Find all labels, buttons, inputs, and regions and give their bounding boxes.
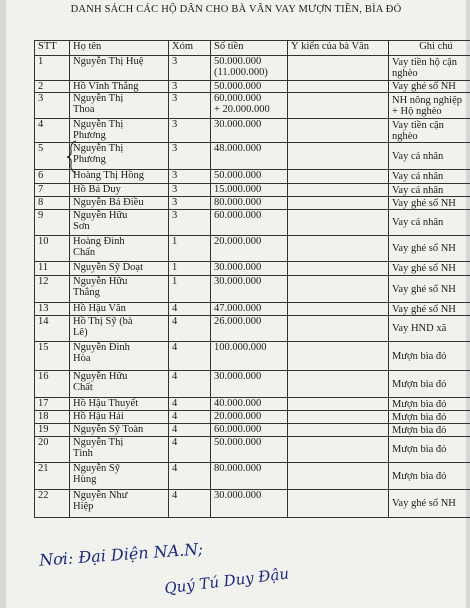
cell-opinion bbox=[288, 276, 389, 303]
column-header-opinion: Ý kiến của bà Vân bbox=[288, 41, 389, 56]
cell-note-line: Vay ghé sổ NH bbox=[392, 283, 456, 295]
cell-xom: 3 bbox=[169, 93, 211, 119]
cell-xom: 3 bbox=[169, 170, 211, 184]
cell-name-line: Nguyễn Thị Huệ bbox=[73, 56, 144, 67]
cell-name-line: Phương bbox=[73, 154, 106, 165]
cell-name bbox=[70, 81, 169, 93]
cell-note-line: Mượn bìa đỏ bbox=[392, 424, 447, 436]
cell-xom: 3 bbox=[169, 56, 211, 81]
cell-stt: 21 bbox=[35, 463, 70, 490]
cell-opinion bbox=[288, 342, 389, 371]
cell-name bbox=[70, 371, 169, 398]
cell-name-line: Hiệp bbox=[73, 501, 94, 512]
cell-opinion bbox=[288, 184, 389, 197]
table-row bbox=[35, 170, 470, 184]
cell-stt: 13 bbox=[35, 303, 70, 316]
cell-note bbox=[389, 184, 470, 197]
cell-stt: 6 bbox=[35, 170, 70, 184]
cell-opinion bbox=[288, 371, 389, 398]
cell-note bbox=[389, 371, 470, 398]
cell-xom: 4 bbox=[169, 424, 211, 437]
cell-xom: 4 bbox=[169, 437, 211, 463]
cell-amount-line: 30.000.000 bbox=[214, 262, 262, 273]
cell-name bbox=[70, 424, 169, 437]
cell-amount-line: 48.000.000 bbox=[214, 143, 262, 154]
cell-note bbox=[389, 81, 470, 93]
cell-note-line: Mượn bìa đỏ bbox=[392, 378, 447, 390]
cell-note-line: Vay ghé sổ NH bbox=[392, 243, 456, 254]
cell-stt: 8 bbox=[35, 197, 70, 210]
cell-name-line: Nguyễn Thị bbox=[73, 93, 124, 104]
cell-stt: 4 bbox=[35, 119, 70, 143]
cell-name bbox=[70, 316, 169, 342]
cell-xom: 3 bbox=[169, 210, 211, 236]
table-row bbox=[35, 398, 470, 411]
table-row bbox=[35, 81, 470, 93]
cell-note-line: Mượn bìa đỏ bbox=[392, 350, 447, 362]
cell-amount-line: 30.000.000 bbox=[214, 276, 262, 287]
cell-amount-line: 50.000.000 bbox=[214, 170, 262, 181]
table-body bbox=[35, 56, 470, 518]
cell-note bbox=[389, 437, 470, 463]
cell-xom: 3 bbox=[169, 81, 211, 93]
cell-opinion bbox=[288, 437, 389, 463]
cell-amount-line: 20.000.000 bbox=[214, 236, 262, 247]
cell-amount bbox=[211, 119, 288, 143]
cell-amount bbox=[211, 262, 288, 276]
handwritten-note: Nơi: Đại Diện NA.N; bbox=[38, 539, 204, 570]
cell-name-line: Nguyễn Sỹ Toàn bbox=[73, 424, 144, 435]
household-table bbox=[34, 40, 470, 518]
cell-amount bbox=[211, 316, 288, 342]
cell-note bbox=[389, 342, 470, 371]
cell-amount-line: 30.000.000 bbox=[214, 119, 262, 130]
cell-name bbox=[70, 170, 169, 184]
cell-note-line: Mượn bìa đỏ bbox=[392, 470, 447, 482]
cell-name-line: Tình bbox=[73, 448, 93, 459]
cell-name-line: Nguyễn Bá Điều bbox=[73, 197, 144, 208]
cell-amount-line: 80.000.000 bbox=[214, 463, 262, 474]
cell-amount bbox=[211, 184, 288, 197]
cell-note bbox=[389, 316, 470, 342]
cell-name bbox=[70, 463, 169, 490]
cell-stt: 17 bbox=[35, 398, 70, 411]
cell-name-line: Nguyễn Hữu bbox=[73, 371, 128, 382]
cell-xom: 1 bbox=[169, 236, 211, 262]
cell-name-line: Hồ Bá Duy bbox=[73, 184, 121, 195]
cell-amount-line: 26.000.000 bbox=[214, 316, 262, 327]
cell-xom: 3 bbox=[169, 119, 211, 143]
cell-name bbox=[70, 143, 169, 170]
cell-note-line: Vay cá nhân bbox=[392, 171, 444, 182]
table-row bbox=[35, 437, 470, 463]
column-header-amount: Số tiền bbox=[211, 41, 288, 56]
table-row bbox=[35, 303, 470, 316]
column-header-xom: Xóm bbox=[169, 41, 211, 56]
cell-amount bbox=[211, 143, 288, 170]
cell-amount bbox=[211, 170, 288, 184]
cell-opinion bbox=[288, 236, 389, 262]
table-row bbox=[35, 316, 470, 342]
cell-stt: 16 bbox=[35, 371, 70, 398]
cell-note-line: Vay ghé sổ NH bbox=[392, 263, 456, 274]
cell-xom: 4 bbox=[169, 398, 211, 411]
cell-name-line: Nguyễn Thị bbox=[73, 119, 124, 130]
cell-note-line: Mượn bìa đỏ bbox=[392, 411, 447, 423]
cell-amount bbox=[211, 398, 288, 411]
cell-note-line: Vay cá nhân bbox=[392, 184, 444, 196]
cell-opinion bbox=[288, 170, 389, 184]
cell-opinion bbox=[288, 56, 389, 81]
cell-note bbox=[389, 398, 470, 411]
cell-stt: 2 bbox=[35, 81, 70, 93]
cell-name-line: Nguyễn Đình bbox=[73, 342, 130, 353]
cell-stt: 11 bbox=[35, 262, 70, 276]
cell-note-line: Vay ghé sổ NH bbox=[392, 197, 456, 209]
cell-note-line: Vay ghé sổ NH bbox=[392, 81, 456, 92]
cell-note-line: nghèo bbox=[392, 68, 418, 79]
cell-name bbox=[70, 276, 169, 303]
cell-name bbox=[70, 93, 169, 119]
cell-name-line: Hồ Thị Sỹ (bà bbox=[73, 316, 133, 327]
cell-amount bbox=[211, 463, 288, 490]
cell-stt: 14 bbox=[35, 316, 70, 342]
cell-xom: 1 bbox=[169, 276, 211, 303]
cell-xom: 4 bbox=[169, 463, 211, 490]
cell-amount bbox=[211, 437, 288, 463]
cell-note bbox=[389, 210, 470, 236]
cell-name bbox=[70, 398, 169, 411]
cell-opinion bbox=[288, 93, 389, 119]
cell-xom: 3 bbox=[169, 197, 211, 210]
cell-name bbox=[70, 197, 169, 210]
cell-name-line: Nguyễn Thị bbox=[73, 437, 124, 448]
table-row bbox=[35, 119, 470, 143]
cell-name bbox=[70, 437, 169, 463]
cell-name-line: Hoàng Đình bbox=[73, 236, 125, 247]
cell-note bbox=[389, 170, 470, 184]
column-header-note: Ghi chú bbox=[389, 41, 470, 56]
cell-xom: 3 bbox=[169, 184, 211, 197]
cell-opinion bbox=[288, 424, 389, 437]
cell-amount bbox=[211, 56, 288, 81]
cell-note-line: Vay ghé sổ NH bbox=[392, 303, 456, 315]
cell-stt: 3 bbox=[35, 93, 70, 119]
cell-name-line: Chất bbox=[73, 382, 93, 393]
table-row bbox=[35, 463, 470, 490]
cell-name-line: Hồ Hậu Hải bbox=[73, 411, 124, 422]
cell-name-line: Nguyễn Sỹ Doạt bbox=[73, 262, 143, 273]
cell-opinion bbox=[288, 398, 389, 411]
cell-note bbox=[389, 303, 470, 316]
cell-note bbox=[389, 424, 470, 437]
cell-name-line: Phương bbox=[73, 130, 106, 141]
cell-amount-line: 60.000.000 bbox=[214, 424, 262, 435]
table-row bbox=[35, 424, 470, 437]
cell-note bbox=[389, 276, 470, 303]
cell-xom: 4 bbox=[169, 411, 211, 424]
cell-amount-line: 15.000.000 bbox=[214, 184, 262, 195]
cell-amount-line: 47.000.000 bbox=[214, 303, 262, 314]
cell-name bbox=[70, 210, 169, 236]
cell-note bbox=[389, 262, 470, 276]
cell-name-line: Nguyễn Như bbox=[73, 490, 128, 501]
table-row bbox=[35, 93, 470, 119]
table-row bbox=[35, 371, 470, 398]
cell-name-line: Lê) bbox=[73, 327, 88, 338]
cell-amount bbox=[211, 371, 288, 398]
cell-stt: 7 bbox=[35, 184, 70, 197]
cell-note-line: Vay ghé sổ NH bbox=[392, 498, 456, 509]
cell-name bbox=[70, 262, 169, 276]
handwritten-signature: Quý Tú Duy Đậu bbox=[163, 564, 290, 598]
cell-name bbox=[70, 184, 169, 197]
cell-note bbox=[389, 197, 470, 210]
document-page bbox=[6, 0, 466, 608]
column-header-name: Họ tên bbox=[70, 41, 169, 56]
cell-note-line: Vay cá nhân bbox=[392, 150, 444, 162]
cell-amount-line: 100.000.000 bbox=[214, 342, 267, 353]
cell-xom: 4 bbox=[169, 371, 211, 398]
cell-xom: 4 bbox=[169, 342, 211, 371]
cell-note-line: Vay cá nhân bbox=[392, 217, 444, 228]
cell-amount bbox=[211, 411, 288, 424]
cell-note-line: nghèo bbox=[392, 130, 418, 142]
cell-amount-line: 30.000.000 bbox=[214, 490, 262, 501]
cell-amount bbox=[211, 303, 288, 316]
cell-note-line: Mượn bìa đỏ bbox=[392, 444, 447, 455]
cell-note-line: Vay tiền hộ cận bbox=[392, 57, 458, 68]
cell-note bbox=[389, 119, 470, 143]
cell-name bbox=[70, 119, 169, 143]
cell-xom: 3 bbox=[169, 143, 211, 170]
cell-name bbox=[70, 490, 169, 518]
cell-amount-line: 50.000.000 bbox=[214, 56, 262, 67]
cell-xom: 1 bbox=[169, 262, 211, 276]
cell-amount bbox=[211, 236, 288, 262]
cell-amount bbox=[211, 210, 288, 236]
cell-amount bbox=[211, 276, 288, 303]
cell-amount-line: 60.000.000 bbox=[214, 210, 262, 221]
cell-name-line: Nguyễn Hữu bbox=[73, 210, 128, 221]
table-row bbox=[35, 210, 470, 236]
cell-amount-line: + 20.000.000 bbox=[214, 104, 270, 115]
table-row bbox=[35, 342, 470, 371]
cell-note-line: Mượn bìa đỏ bbox=[392, 398, 447, 410]
cell-xom: 4 bbox=[169, 303, 211, 316]
table-row bbox=[35, 411, 470, 424]
cell-opinion bbox=[288, 197, 389, 210]
table-row bbox=[35, 276, 470, 303]
cell-note bbox=[389, 463, 470, 490]
table-row bbox=[35, 184, 470, 197]
cell-note bbox=[389, 411, 470, 424]
table-row bbox=[35, 197, 470, 210]
cell-amount bbox=[211, 81, 288, 93]
cell-amount-line: 50.000.000 bbox=[214, 81, 262, 92]
cell-name-line: Hồ Vĩnh Thắng bbox=[73, 81, 139, 92]
cell-stt: 19 bbox=[35, 424, 70, 437]
cell-stt: 5 bbox=[35, 143, 70, 170]
cell-note bbox=[389, 236, 470, 262]
cell-note-line: NH nông nghiệp bbox=[392, 94, 462, 106]
cell-amount-line: 50.000.000 bbox=[214, 437, 262, 448]
cell-amount-line: (11.000.000) bbox=[214, 67, 268, 78]
cell-opinion bbox=[288, 490, 389, 518]
cell-amount-line: 20.000.000 bbox=[214, 411, 262, 422]
cell-name bbox=[70, 303, 169, 316]
cell-opinion bbox=[288, 143, 389, 170]
cell-name-line: Nguyễn Thị bbox=[73, 143, 124, 154]
table-header-row bbox=[35, 41, 470, 56]
cell-name-line: Hoàng Thị Hồng bbox=[73, 170, 144, 181]
cell-name-line: Nguyễn Sỹ bbox=[73, 463, 120, 474]
cell-opinion bbox=[288, 316, 389, 342]
cell-stt: 12 bbox=[35, 276, 70, 303]
cell-amount-line: 60.000.000 bbox=[214, 93, 262, 104]
document-title: DANH SÁCH CÁC HỘ DÂN CHO BÀ VÂN VAY MƯỢN TIỀN, BÌA ĐỎ bbox=[70, 4, 402, 15]
cell-opinion bbox=[288, 81, 389, 93]
cell-name-line: Nguyễn Hữu bbox=[73, 276, 128, 287]
cell-note-line: Vay HND xã bbox=[392, 323, 447, 334]
cell-opinion bbox=[288, 210, 389, 236]
cell-xom: 4 bbox=[169, 316, 211, 342]
cell-opinion bbox=[288, 303, 389, 316]
table-row bbox=[35, 262, 470, 276]
cell-amount bbox=[211, 93, 288, 119]
cell-name bbox=[70, 236, 169, 262]
cell-note bbox=[389, 56, 470, 81]
cell-name bbox=[70, 411, 169, 424]
cell-name-line: Thắng bbox=[73, 287, 100, 298]
cell-name-line: Thoa bbox=[73, 104, 95, 115]
cell-note bbox=[389, 143, 470, 170]
cell-amount bbox=[211, 424, 288, 437]
cell-opinion bbox=[288, 119, 389, 143]
cell-stt: 18 bbox=[35, 411, 70, 424]
cell-amount bbox=[211, 197, 288, 210]
table-row bbox=[35, 236, 470, 262]
cell-name-line: Hùng bbox=[73, 474, 97, 485]
cell-name-line: Sơn bbox=[73, 221, 90, 232]
cell-xom: 4 bbox=[169, 490, 211, 518]
cell-note bbox=[389, 490, 470, 518]
cell-stt: 22 bbox=[35, 490, 70, 518]
table-row bbox=[35, 56, 470, 81]
cell-amount-line: 40.000.000 bbox=[214, 398, 262, 409]
cell-opinion bbox=[288, 262, 389, 276]
cell-stt: 15 bbox=[35, 342, 70, 371]
column-header-stt: STT bbox=[35, 41, 70, 56]
cell-note-line: + Hộ nghèo bbox=[392, 105, 442, 117]
cell-amount-line: 80.000.000 bbox=[214, 197, 262, 208]
cell-stt: 1 bbox=[35, 56, 70, 81]
bracket-mark bbox=[66, 140, 78, 174]
cell-amount-line: 30.000.000 bbox=[214, 371, 262, 382]
cell-amount bbox=[211, 342, 288, 371]
cell-opinion bbox=[288, 463, 389, 490]
table-row bbox=[35, 143, 470, 170]
cell-name-line: Hồ Hậu Thuyết bbox=[73, 398, 139, 409]
cell-stt: 20 bbox=[35, 437, 70, 463]
cell-name-line: Hòa bbox=[73, 353, 91, 364]
cell-amount bbox=[211, 490, 288, 518]
cell-note-line: Vay tiền cận bbox=[392, 119, 444, 131]
cell-opinion bbox=[288, 411, 389, 424]
cell-stt: 9 bbox=[35, 210, 70, 236]
cell-name bbox=[70, 56, 169, 81]
cell-name bbox=[70, 342, 169, 371]
cell-name-line: Chấn bbox=[73, 247, 96, 258]
cell-name-line: Hồ Hậu Văn bbox=[73, 303, 126, 314]
cell-stt: 10 bbox=[35, 236, 70, 262]
table-row bbox=[35, 490, 470, 518]
cell-note bbox=[389, 93, 470, 119]
